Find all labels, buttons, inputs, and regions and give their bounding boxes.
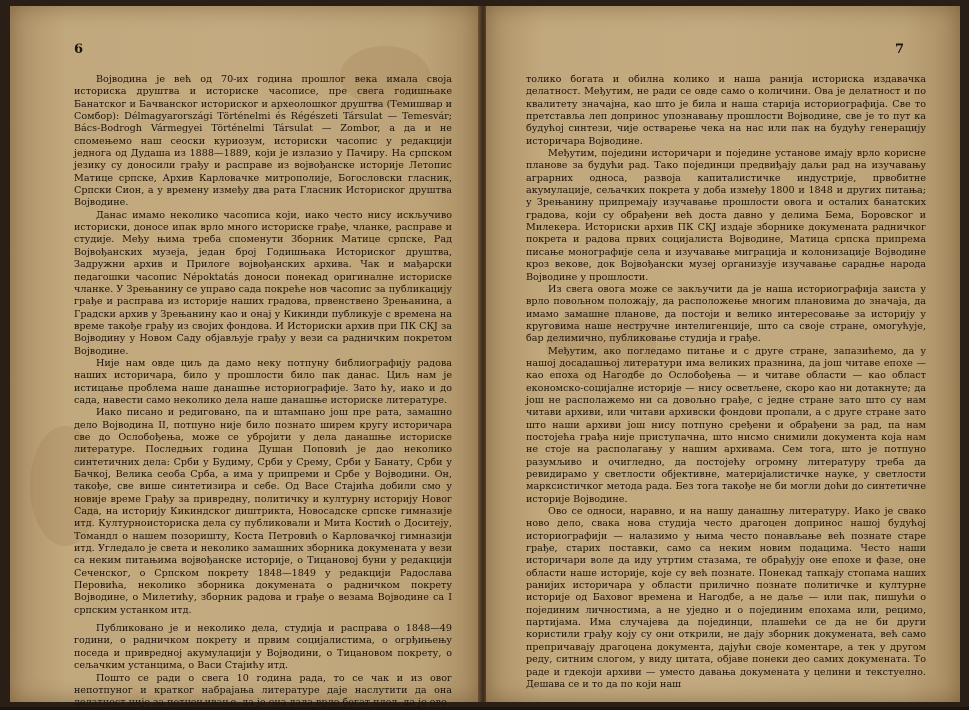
paragraph: толико богата и обилна колико и наша ранија историска издавачка делатност. Међутим, не ради се овде само о количини. Ова је делатност и по квалитету значајна, као што је била и наша старија историографија. Све то претставља леп допринос упознавању прошлости Војводине, све је то пут ка будућој синтези, чије остварење чека на нас или пак на будућу генерацију историчара Војводине. <box>526 74 926 147</box>
paragraph: Војводина је већ од 70-их година прошлог века имала своја историска друштва и историске часописе, пре свега годишњаке Банатског и Бачванског историског и археолошког друштва (Темишвар и Сомбор): Délmagyarországi Történelmi és Régészeti Társulat — Temesvár; Bács-Bodrogh Vármegyei Történelmi Társulat — Zombor, а да и не спомењемо наш сеоски куриозум, историски часопис у редакцији једнога од Дудаша из 1888—1889, који је излазио у Пачиру. На српском језику су доносили грађу и расправе из војвођанске историје Летопис Матице српске, Архив Карловачке митрополије, Богословски гласник, Српски Сион, а у времену између два рата Гласник Историског друштва Војводине. <box>74 74 452 209</box>
paragraph: Није нам овде циљ да дамо неку потпуну библиографију радова наших историчара, било у прошлости било пак данас. Циљ нам је истицање проблема наше данашње историографије. Зато ћу, иако и до сада, навести само неколико дела наше данашње историске литературе. <box>74 357 452 406</box>
paragraph: Ово се односи, наравно, и на нашу данашњу литературу. Иако је свако ново дело, свака нова студија често драгоцен допринос нашој будућој историографији — налазимо у њима често понављање већ познате старе грађе, старих поставки, само са неким новим подацима. Често наши историчари воле да иду утртим стазама, те обрађују оне епохе и фазе, оне области наше историје, које су већ познате. Понекад тапкају стопама наших ранијих историчара у области прилично познате политичке и културне историје од Баховог времена и Нагодбе, а не даље — или пак, пишући о појединим личностима, а не уједно и о појединим епохама или, рецимо, партијама. Има случајева да појединци, плашећи се да не би други користили грађу коју су они открили, не дају зборник докумената, већ само препричавају драгоцена документа, дајући своје коментаре, а тек у другом реду, ситним слогом, у виду цитата, објаве понеки део самих докумената. То раде и гдекоји архиви — уместо давања докумената у целини и текстуелно. Дешава се и то да по који наш <box>526 506 926 690</box>
paragraph: Данас имамо неколико часописа који, иако често нису искључиво историски, доносе ипак врло много историске грађе, чланке, расправе и студије. Међу њима треба споменути Зборник Матице српске, Рад Војвођанских музеја, један број Годишњака Историског друштва, Задружни архив и Прилоге војвођанских архива. Чак и мађарски педагошки часопис Népoktatás доноси понекад оригиналне историске чланке. У Зрењанину се управо сада покреће нов часопис за публикацију грађе и расправа из историје наших градова, првенствено Зрењанина, а Градски архив у Зрењанину као и онај у Кикинди публикује с времена на време такође грађу из својих фондова. И Историски архив при ПК СКЈ за Војводину у Новом Саду објављује грађу у вези са радничким покретом Војводине. <box>74 209 452 357</box>
paragraph: Публиковано је и неколико дела, студија и расправа о 1848—49 години, о радничком покрету и првим социјалистима, о огрђињењу поседа и привредној акумулацији у Војводини, о Тицановом покрету, о сељачким устанцима, о Васи Стајићу итд. <box>74 623 452 672</box>
left-page <box>10 6 480 709</box>
paragraph: Међутим, ако погледамо питање и с друге стране, запазићемо, да у нашој досадашњој литератури има великих празнина, да још читаве епохе — као епоха од Нагодбе до Ослобођења — и читаве области — као област економско-социјалне историје — нису осветљене, скоро као ни дотакнуте; да још не располажемо ни са довољно грађе, с једне стране зато што су нам читави архиви, или читави архивски фондови пропали, а с друге стране зато што наши архиви још нису потпуно сређени и обрађени за рад, па нам постојећа грађа није приступачна, што нисмо снимили документа која нам не стоје на располагању у нашим архивама. Сем тога, што је потпуно разумљиво и очигледно, да постојећу огромну литературу треба да ревидирамо у светлости објективне, материјалистичке науке, у светлости марксистичког метода рада. Без тога такође не би могли доћи до синтетичне историје Војводине. <box>526 345 926 505</box>
paragraph: Међутим, поједини историчари и поједине установе имају врло корисне планове за будући рад. Тако појединци предвиђају даљи рад на изучавању аграрних односа, развоја капиталистичке индустрије, првобитне акумулације, сељачких покрета у доба између 1800 и 1848 и других питања; у Зрењанину припремају изучавање прошлости овога и осталих банатских градова, који су обрађени већ доста давно у делима Бема, Боровског и Милекера. Историски архив ПК СКЈ издаје зборнике докумената радничког покрета и радова првих социјалиста Војводине, Матица српска припрема писање монографије села и изучавање миграција и колонизације Војводине кроз векове, док Војвођански музеј организује изучавање сарадње народа Војводине у прошлости. <box>526 148 926 283</box>
page-number: 6 <box>74 42 84 57</box>
paragraph: Иако писано и редиговано, па и штампано још пре рата, замашно дело Војводина II, потпуно није било познато ширем кругу историчара све до Ослобођења, може се убројити у дела данашње историске литературе. Последњих година Душан Поповић је дао неколико синтетичних дела: Срби у Будиму, Срби у Срему, Срби у Банату, Срби у Бачкој, Велика сеоба Срба, а има у припреми и Србе у Војводини. Он, такође, све више синтетизира и себе. Од Васе Стајића добили смо у новије време Грађу за привредну, политичку и културну историју Новог Сада, на историју Кикиндског диштрикта, Новосадске српске гимназије итд. Културноисториска дела су публиковали и Мита Костић о Доситеју, Томандл о нашем позоришту, Коста Петровић о Карловачкој гимназији итд. Угледало је света и неколико замашних зборника докумената у вези са неким питањима војвођанске историје, о Тицановој буни у редакцији Сеченског, о Српском покрету 1848—1849 у редакцији Радослава Перовића, неколико зборника докумената о радничком покрету Војводине, о Милетићу, зборник радова и грађе о везама Војводине са I српским устанком итд. <box>74 407 452 616</box>
page-number: 7 <box>894 42 904 57</box>
right-page <box>486 6 960 702</box>
left-page-text <box>74 74 452 710</box>
right-page-text <box>526 74 926 691</box>
paragraph: Из свега овога може се закључити да је наша историографија заиста у врло повољном положају, да расположење многим плановима до значаја, да имамо замашне планове, да постоји и велико интересовање за историју у круговима наше нестручне интелигенције, што са своје стране, омогућује, бар делимично, публиковање студија и грађе. <box>526 283 926 345</box>
paragraph: Пошто се ради о свега 10 година рада, то се чак и из овог непотпуног и кратког набрајања литературе даје наслутити да она делатност није за потцењивање, да је она дала врло богат плод, да је ово <box>74 672 452 709</box>
